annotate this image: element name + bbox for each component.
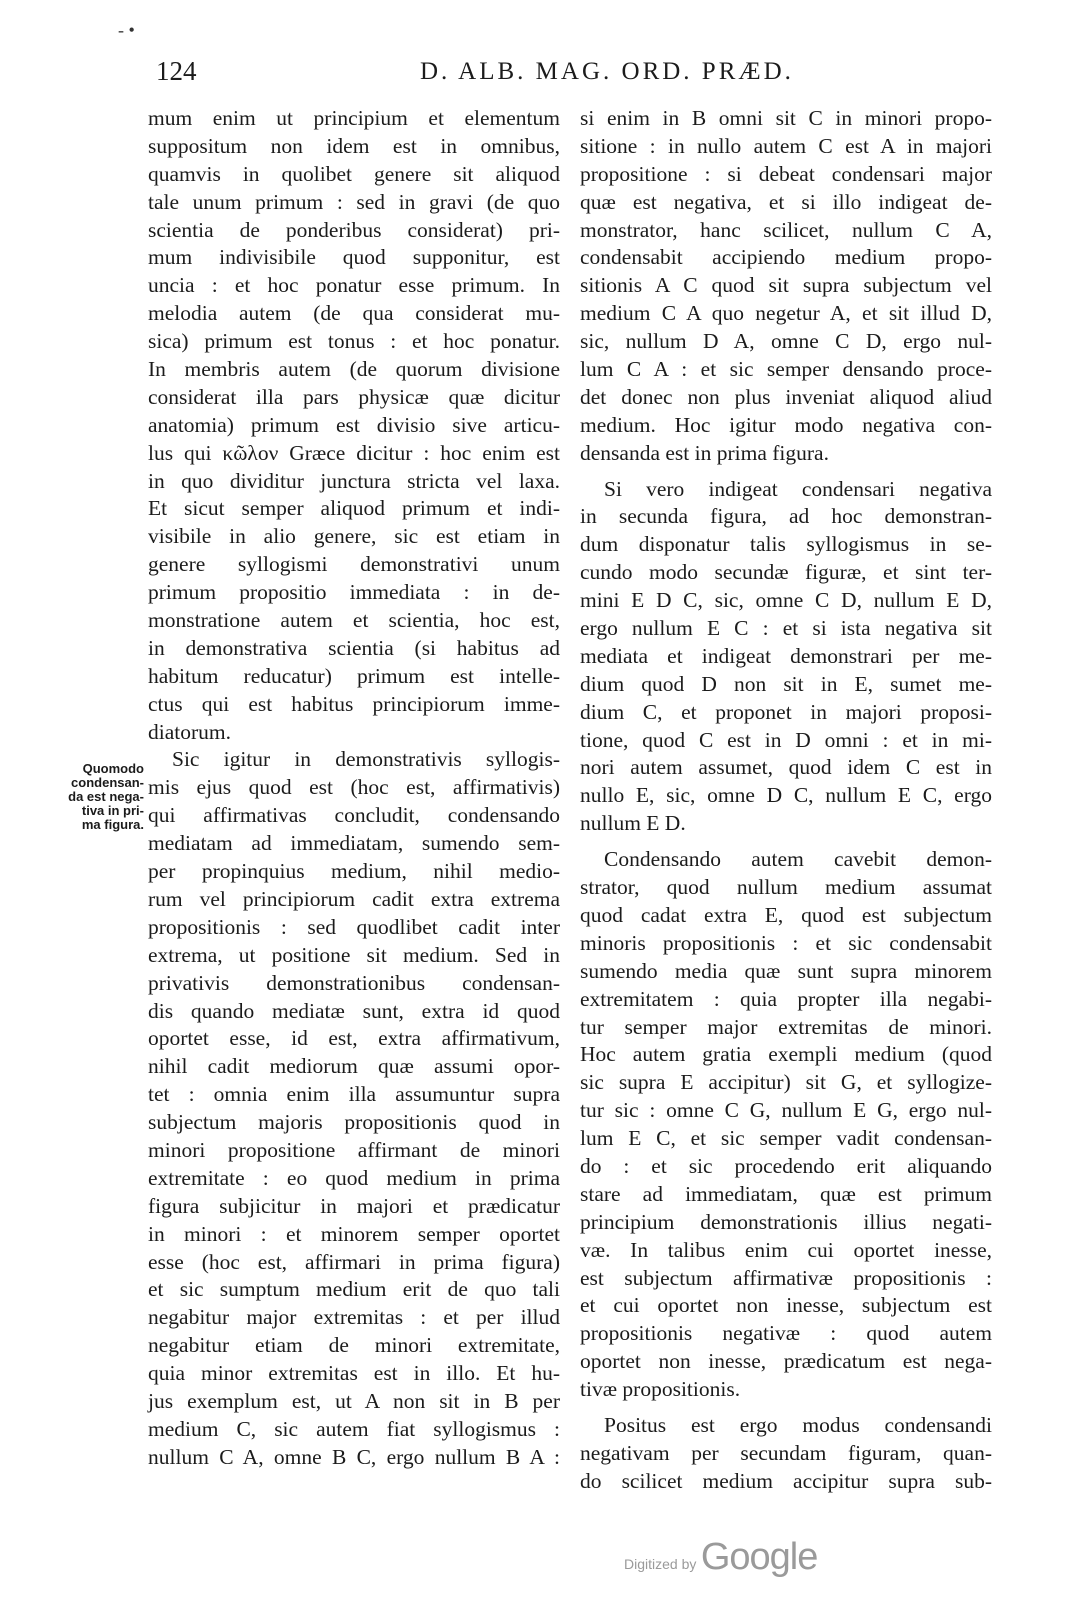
text-line: negabitur major extremitas : et per illud: [148, 1305, 560, 1330]
text-line: strator, quod nullum medium assumat: [580, 875, 992, 900]
right-column: [580, 105, 992, 1496]
text-line: dium C, et proponet in majori proposi-: [580, 699, 992, 724]
text-line: privativis demonstrationibus condensan-: [148, 970, 560, 995]
text-line: densanda est in prima figura.: [580, 440, 829, 465]
left-column: [148, 105, 560, 1472]
text-line: qui affirmativas concludit, condensando: [148, 803, 560, 828]
text-line: Sic igitur in demonstrativis syllogis-: [172, 747, 560, 772]
text-line: minoris propositionis : et sic condensabit: [580, 930, 992, 955]
text-line: propositionis : sed quodlibet cadit inter: [148, 914, 560, 939]
text-line: tione, quod C est in D omni : et in mi-: [580, 727, 992, 752]
text-line: in demonstrativa scientia (si habitus ad: [148, 635, 560, 660]
text-line: mum indivisibile quod supponitur, est: [148, 245, 560, 270]
text-line: in secunda figura, ad hoc demonstran-: [580, 504, 992, 529]
text-line: mini E D C, sic, omne C D, nullum E D,: [580, 588, 992, 613]
text-line: sica) primum est tonus : et hoc ponatur.: [148, 329, 560, 354]
text-line: subjectum majoris propositionis quod in: [148, 1110, 560, 1135]
margin-note-line: Quomodo: [82, 761, 144, 776]
text-line: sic, nullum D A, omne C D, ergo nul-: [580, 329, 992, 354]
text-line: dis quando mediatæ sunt, extra id quod: [148, 998, 560, 1023]
text-line: stare ad immediatam, quæ est primum: [580, 1181, 992, 1206]
text-line: mum enim ut principium et elementum: [148, 106, 560, 130]
text-line: nihil cadit mediorum quæ assumi opor-: [148, 1054, 560, 1079]
text-line: Et sicut semper aliquod primum et indi-: [148, 496, 560, 521]
text-line: do : et sic procedendo erit aliquando: [580, 1153, 992, 1178]
text-line: sitione : in nullo autem C est A in majori: [580, 133, 992, 158]
margin-note-line: da est nega-: [68, 789, 144, 804]
text-line: medium. Hoc igitur modo negativa con-: [580, 412, 992, 437]
margin-note-line: tiva in pri-: [81, 803, 144, 818]
text-line: mis ejus quod est (hoc est, affirmativis): [148, 775, 560, 800]
text-line: nullum C A, omne B C, ergo nullum B A :: [148, 1444, 560, 1469]
text-line: melodia autem (de qua considerat mu-: [148, 301, 560, 326]
text-line: Positus est ergo modus condensandi: [604, 1412, 992, 1437]
text-line: det donec non plus inveniat aliquod aliud: [580, 384, 992, 409]
text-line: per propinquius medium, nihil medio-: [148, 859, 560, 884]
text-line: tale unum primum : sed in gravi (de quo: [148, 189, 560, 214]
text-line: quod cadat extra E, quod est subjectum: [580, 902, 992, 927]
text-line: si enim in B omni sit C in minori propo-: [580, 106, 992, 130]
text-line: sumendo media quæ sunt supra minorem: [580, 958, 992, 983]
text-line: nori autem assumet, quod idem C est in: [580, 755, 992, 780]
text-line: in quo dividitur junctura stricta vel laxa.: [148, 468, 560, 493]
text-line: mediata et indigeat demonstrari per me-: [580, 643, 992, 668]
text-line: in minori : et minorem semper oportet: [148, 1221, 560, 1246]
margin-note-line: condensan-: [71, 775, 144, 790]
text-line: In membris autem (de quorum divisione: [148, 357, 560, 382]
text-line: uncia : et hoc ponatur esse primum. In: [148, 273, 560, 298]
running-head: D. ALB. MAG. ORD. PRÆD.: [420, 58, 794, 85]
text-line: figura subjicitur in majori et prædicatur: [148, 1193, 560, 1218]
text-line: extremitate : eo quod medium in prima: [148, 1165, 560, 1190]
scan-specks: - •: [118, 20, 135, 40]
text-line: genere syllogismi demonstrativi unum: [148, 552, 560, 577]
text-line: minori propositione affirmant de minori: [148, 1137, 560, 1162]
text-line: medium C, sic autem fiat syllogismus :: [148, 1416, 560, 1441]
text-line: lus qui κῶλον Græce dicitur : hoc enim est: [148, 440, 560, 465]
text-line: Si vero indigeat condensari negativa: [604, 476, 992, 501]
text-line: tivæ propositionis.: [580, 1377, 741, 1402]
page-number: 124: [156, 56, 197, 86]
text-line: lum C A : et sic semper densando proce-: [580, 357, 992, 382]
text-line: extrema, ut positione sit medium. Sed in: [148, 942, 560, 967]
text-line: habitum reducatur) primum est intelle-: [148, 663, 560, 688]
text-line: sic supra E accipitur) sit G, et syllogize-: [580, 1070, 992, 1095]
text-line: quia minor extremitas est in illo. Et hu-: [148, 1361, 560, 1386]
margin-note-line: ma figura.: [81, 817, 144, 832]
text-line: oportet esse, id est, extra affirmativum,: [148, 1026, 560, 1051]
text-line: negabitur etiam de minori extremitate,: [148, 1333, 560, 1358]
text-line: monstrator, hanc scilicet, nullum C A,: [580, 217, 992, 242]
text-line: anatomia) primum est divisio sive articu-: [148, 412, 560, 437]
text-line: principium demonstrationis illius negati-: [580, 1209, 992, 1234]
text-line: negativam per secundam figuram, quan-: [580, 1440, 992, 1465]
text-line: et sic sumptum medium erit de quo tali: [148, 1277, 560, 1302]
text-line: nullo E, sic, omne D C, nullum E C, ergo: [580, 783, 992, 808]
text-line: tet : omnia enim illa assumuntur supra: [148, 1082, 560, 1107]
text-line: diatorum.: [148, 719, 231, 744]
text-line: et cui oportet non inesse, subjectum est: [580, 1293, 992, 1318]
text-line: ctus qui est habitus principiorum imme-: [148, 691, 560, 716]
text-line: quæ est negativa, et si illo indigeat de-: [580, 189, 992, 214]
text-line: monstratione autem et scientia, hoc est,: [148, 608, 560, 633]
text-line: Hoc autem gratia exempli medium (quod: [580, 1042, 992, 1067]
text-line: væ. In talibus enim cui oportet inesse,: [580, 1237, 992, 1262]
text-line: medium C A quo negetur A, et sit illud D,: [580, 301, 992, 326]
text-line: condensabit accipiendo medium propo-: [580, 245, 992, 270]
text-line: jus exemplum est, ut A non sit in B per: [148, 1388, 560, 1413]
google-logo: Google: [700, 1536, 818, 1578]
digitized-watermark: [624, 1536, 817, 1579]
text-line: considerat illa pars physicæ quæ dicitur: [148, 384, 560, 409]
text-line: oportet non inesse, prædicatum est nega-: [580, 1349, 992, 1374]
text-line: esse (hoc est, affirmari in prima figura): [148, 1249, 560, 1274]
text-line: propositione : si debeat condensari major: [580, 161, 992, 186]
text-line: do scilicet medium accipitur supra sub-: [580, 1468, 992, 1493]
text-line: nullum E D.: [580, 811, 686, 836]
text-line: rum vel principiorum cadit extra extrema: [148, 886, 560, 911]
text-line: est subjectum affirmativæ propositionis :: [580, 1265, 992, 1290]
text-line: dum disponatur talis syllogismus in se-: [580, 532, 992, 557]
text-line: extremitatem : quia propter illa negabi-: [580, 986, 992, 1011]
watermark-prefix: Digitized by: [624, 1556, 697, 1572]
text-line: mediatam ad immediatam, sumendo sem-: [148, 831, 560, 856]
text-line: primum propositio immediata : in de-: [148, 580, 560, 605]
text-line: visibile in alio genere, sic est etiam in: [148, 524, 560, 549]
text-line: tur sic : omne C G, nullum E G, ergo nul-: [580, 1098, 992, 1123]
text-line: sitionis A C quod sit supra subjectum vel: [580, 273, 992, 298]
text-line: propositionis negativæ : quod autem: [580, 1321, 992, 1346]
text-line: Condensando autem cavebit demon-: [604, 847, 992, 872]
text-line: cundo modo secundæ figuræ, et sint ter-: [580, 560, 992, 585]
margin-note: [50, 762, 144, 832]
text-line: tur semper major extremitas de minori.: [580, 1014, 992, 1039]
text-line: dium quod D non sit in E, sumet me-: [580, 671, 992, 696]
page-header: [0, 52, 1085, 92]
text-line: suppositum non idem est in omnibus,: [148, 133, 560, 158]
text-line: ergo nullum E C : et si ista negativa sit: [580, 616, 992, 641]
text-line: scientia de ponderibus considerat) pri-: [148, 217, 560, 242]
text-line: lum E C, et sic semper vadit condensan-: [580, 1126, 992, 1151]
text-line: quamvis in quolibet genere sit aliquod: [148, 161, 560, 186]
